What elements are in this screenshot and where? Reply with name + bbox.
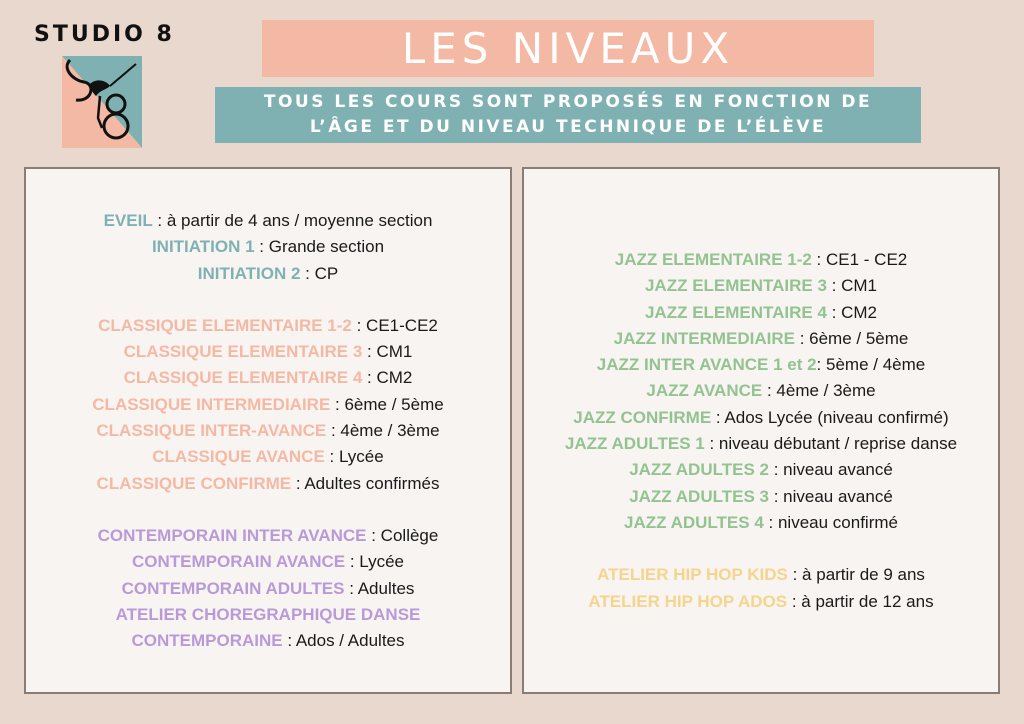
level-name: JAZZ CONFIRME <box>573 407 712 427</box>
level-row <box>524 431 998 457</box>
level-name: JAZZ ADULTES 2 <box>629 460 769 480</box>
level-name: JAZZ INTER AVANCE 1 et 2 <box>596 355 817 375</box>
level-name: JAZZ ELEMENTAIRE 1-2 <box>614 250 812 269</box>
level-row <box>26 444 510 470</box>
level-name: INITIATION 1 <box>151 237 255 257</box>
hiphop-group <box>524 562 998 615</box>
level-row <box>26 208 510 234</box>
level-description: : Adultes <box>344 578 415 598</box>
level-row <box>524 510 998 536</box>
subtitle-line-1: TOUS LES COURS SONT PROPOSÉS EN FONCTION DE <box>263 92 873 112</box>
level-description: : niveau avancé <box>768 460 893 480</box>
level-row <box>26 234 510 260</box>
level-row <box>524 326 998 352</box>
left-levels-panel <box>24 167 512 694</box>
brand-name: STUDIO 8 <box>34 22 175 47</box>
level-row <box>26 418 510 444</box>
level-row <box>524 352 998 378</box>
level-description: : CP <box>300 263 339 283</box>
level-description: : Ados Lycée (niveau confirmé) <box>711 407 949 427</box>
classique-group <box>26 313 510 497</box>
level-description: : 5ème / 4ème <box>816 355 926 375</box>
level-row <box>524 457 998 483</box>
level-name: CLASSIQUE INTER-AVANCE <box>96 421 327 441</box>
level-description: : Grande section <box>254 237 385 257</box>
level-row <box>524 562 998 588</box>
level-name: JAZZ AVANCE <box>646 381 763 401</box>
level-name: CLASSIQUE INTERMEDIAIRE <box>92 394 331 414</box>
level-description: : à partir de 9 ans <box>787 565 925 585</box>
level-name: CONTEMPORAIN ADULTES <box>121 578 345 598</box>
level-description: : 4ème / 3ème <box>762 381 876 401</box>
level-description: : CE1 - CE2 <box>811 250 908 269</box>
level-row <box>26 523 510 549</box>
level-description: : CM1 <box>362 342 413 362</box>
level-description: : niveau confirmé <box>763 512 898 532</box>
level-row <box>26 576 510 602</box>
level-row <box>524 484 998 510</box>
level-name: CONTEMPORAIN INTER AVANCE <box>97 525 367 545</box>
level-description: : à partir de 4 ans / moyenne section <box>152 211 433 230</box>
level-description: : 6ème / 5ème <box>330 394 444 414</box>
level-name: ATELIER CHOREGRAPHIQUE DANSE <box>115 604 421 624</box>
level-name: ATELIER HIP HOP KIDS <box>597 565 788 585</box>
page-title: LES NIVEAUX <box>262 20 874 77</box>
level-name: CLASSIQUE ELEMENTAIRE 1-2 <box>98 315 352 335</box>
eveil-group <box>26 208 510 287</box>
level-name: EVEIL <box>103 211 153 230</box>
level-row <box>524 405 998 431</box>
right-levels-panel <box>522 167 1000 694</box>
level-name: JAZZ ELEMENTAIRE 3 <box>644 276 827 296</box>
level-description: : niveau débutant / reprise danse <box>704 434 958 454</box>
level-description: : Collège <box>366 525 439 545</box>
contemporain-group <box>26 523 510 654</box>
level-description: : 6ème / 5ème <box>794 328 909 348</box>
level-row <box>26 365 510 391</box>
level-row <box>524 273 998 299</box>
level-description: : CE1-CE2 <box>351 315 438 335</box>
level-description: : niveau avancé <box>768 486 893 506</box>
level-description: : 4ème / 3ème <box>326 421 440 441</box>
level-row <box>26 471 510 497</box>
level-description: : Lycée <box>324 447 384 467</box>
level-description: : CM2 <box>826 302 878 322</box>
level-row <box>26 549 510 575</box>
level-row <box>26 261 510 287</box>
level-name: INITIATION 2 <box>197 263 301 283</box>
level-name: JAZZ ADULTES 3 <box>629 486 769 506</box>
logo-graphic <box>62 56 142 148</box>
level-row <box>26 602 510 628</box>
level-name: ATELIER HIP HOP ADOS <box>588 591 788 611</box>
subtitle-banner <box>215 87 921 143</box>
level-name: JAZZ INTERMEDIAIRE <box>613 328 795 348</box>
subtitle-line-2: L’ÂGE ET DU NIVEAU TECHNIQUE DE L’ÉLÈVE <box>309 117 827 137</box>
level-row <box>26 313 510 339</box>
level-row <box>26 628 510 654</box>
level-description: : Ados / Adultes <box>282 631 405 651</box>
level-name: CONTEMPORAINE <box>131 631 283 651</box>
level-name: CLASSIQUE ELEMENTAIRE 4 <box>123 368 363 388</box>
level-row <box>524 589 998 615</box>
level-name: CONTEMPORAIN AVANCE <box>131 552 346 572</box>
level-name: CLASSIQUE AVANCE <box>152 447 325 467</box>
level-description: : CM2 <box>362 368 413 388</box>
level-description: : Adultes confirmés <box>291 473 440 493</box>
level-name: CLASSIQUE ELEMENTAIRE 3 <box>123 342 363 362</box>
level-name: JAZZ ELEMENTAIRE 4 <box>644 302 827 322</box>
level-row <box>26 392 510 418</box>
level-row <box>26 339 510 365</box>
level-row <box>524 300 998 326</box>
level-name: JAZZ ADULTES 1 <box>564 434 705 454</box>
jazz-group <box>524 247 998 536</box>
level-name: JAZZ ADULTES 4 <box>624 512 764 532</box>
level-description: : CM1 <box>826 276 878 296</box>
level-description: : à partir de 12 ans <box>787 591 934 611</box>
level-row <box>524 378 998 404</box>
studio-logo <box>62 56 142 148</box>
level-description: : Lycée <box>345 552 405 572</box>
level-name: CLASSIQUE CONFIRME <box>96 473 292 493</box>
level-row <box>524 247 998 273</box>
